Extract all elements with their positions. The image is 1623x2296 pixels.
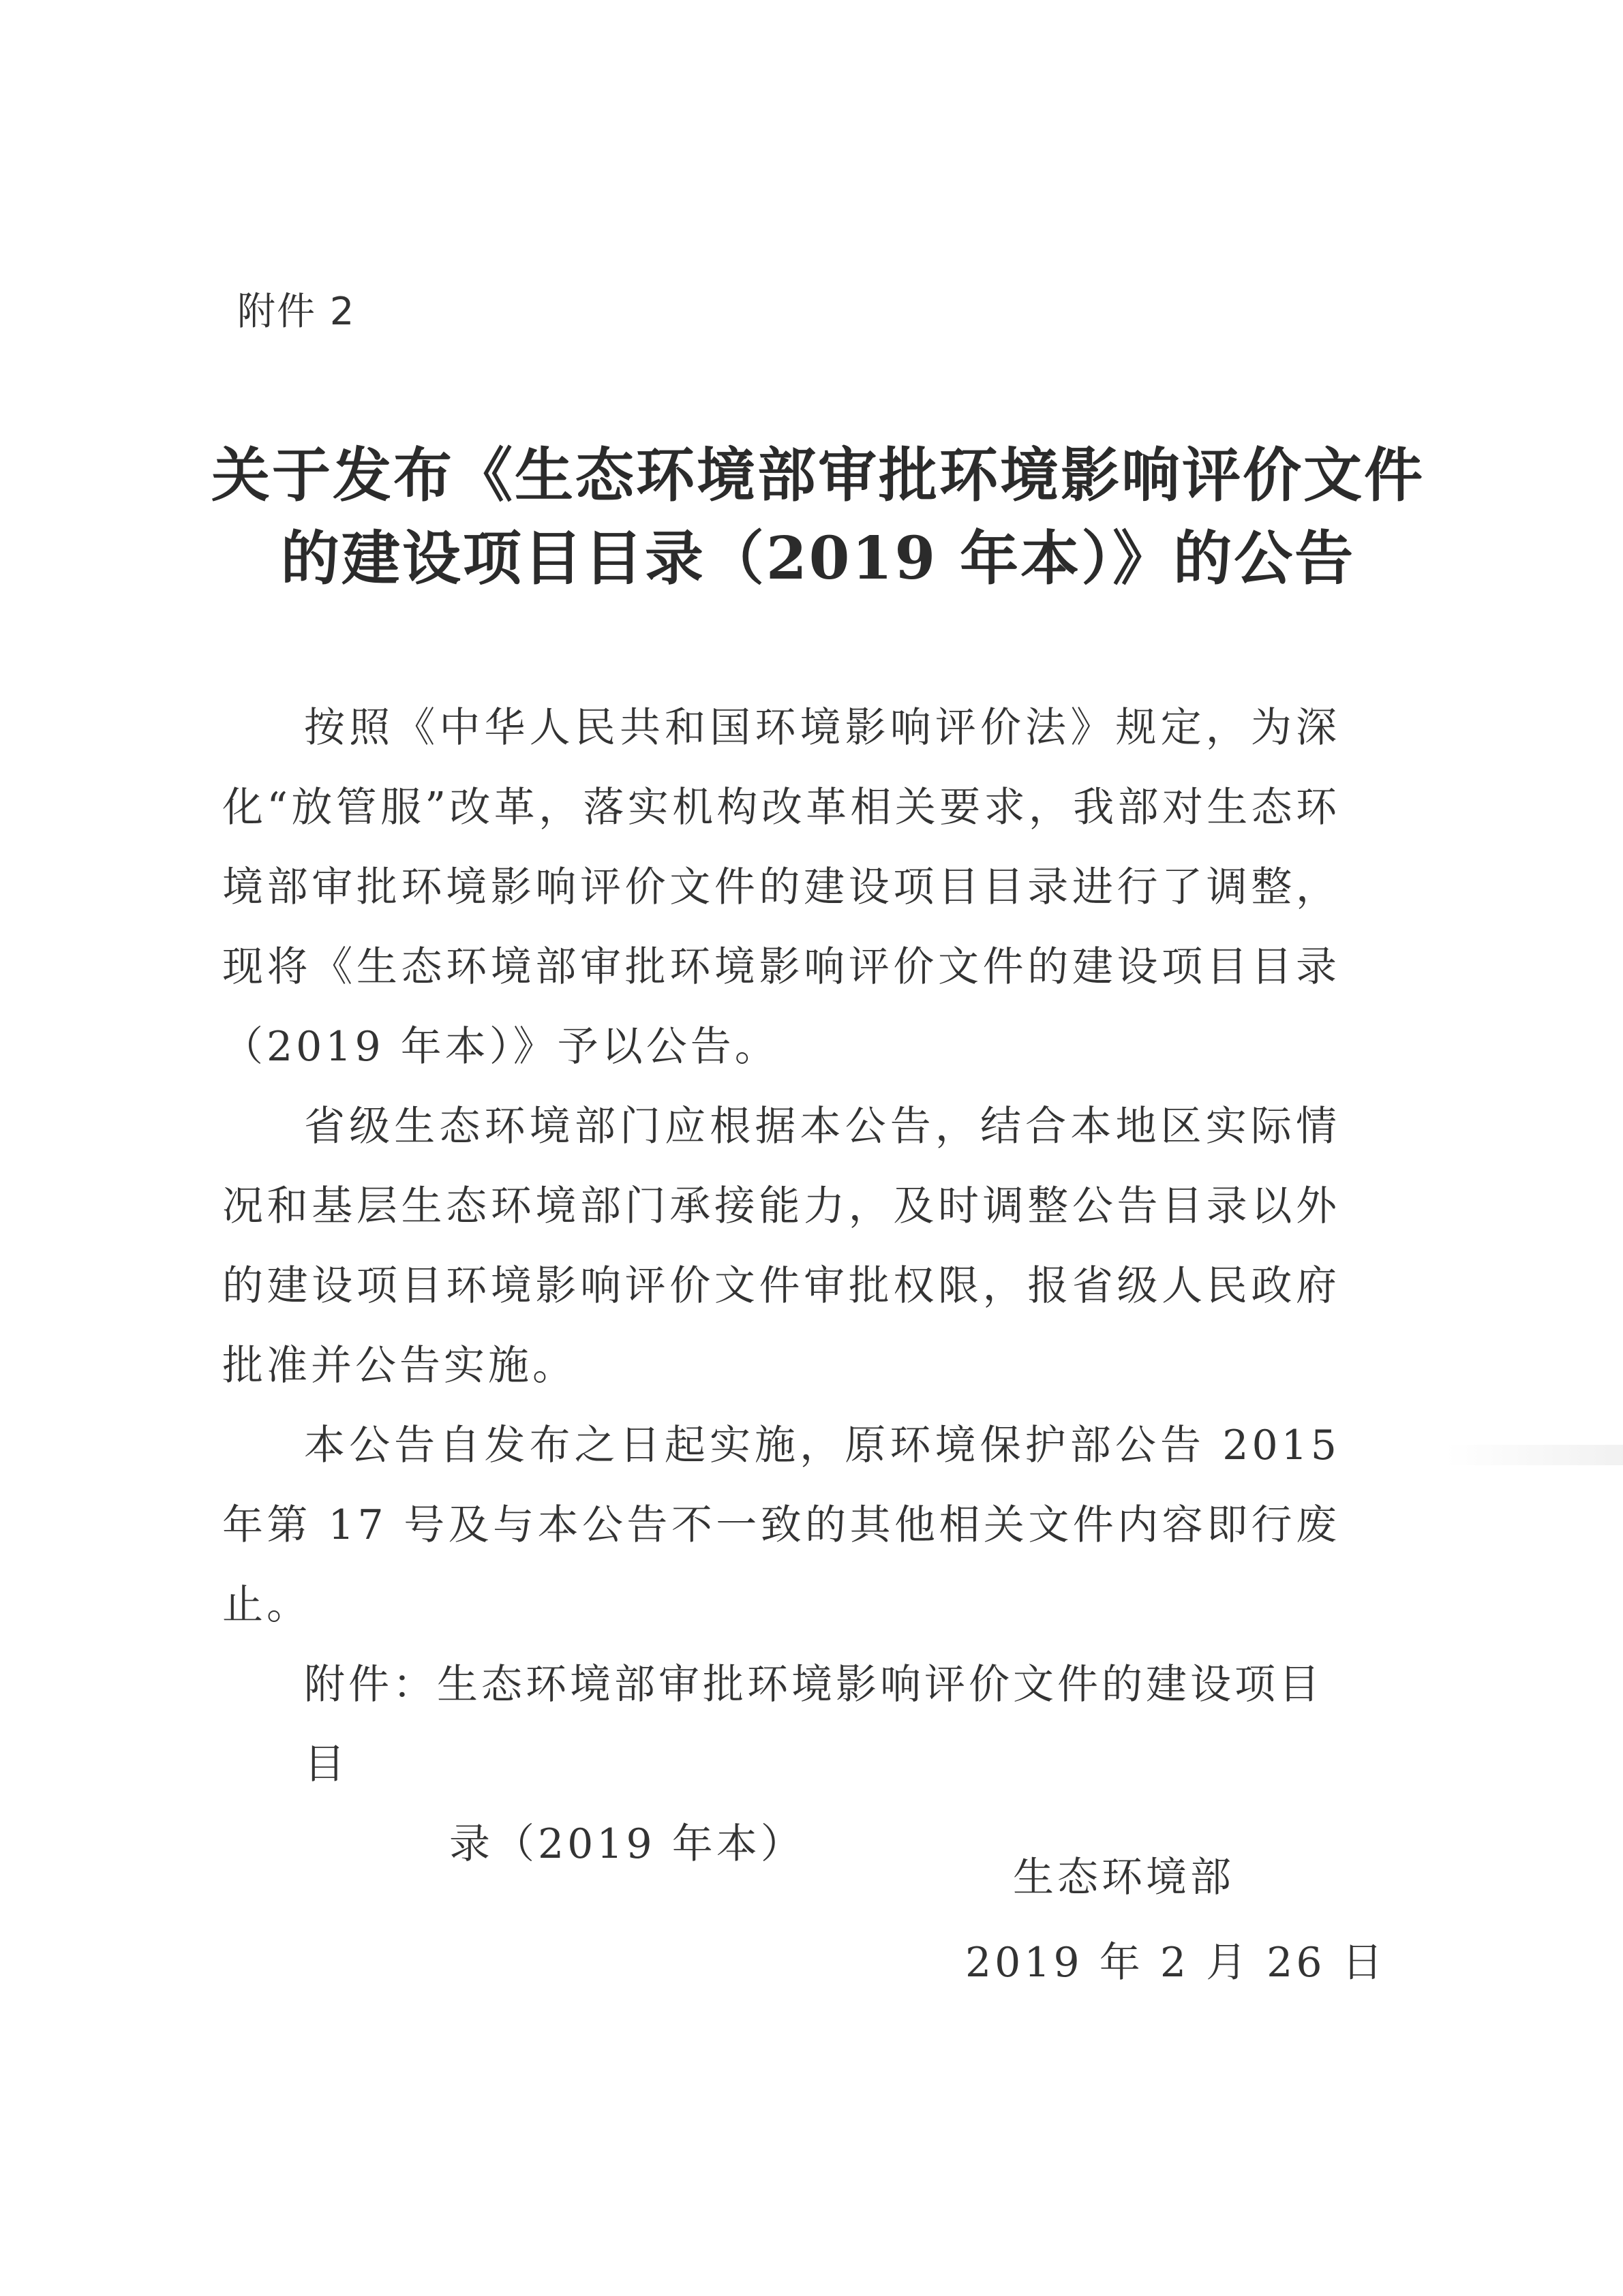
document-body <box>222 688 1340 1884</box>
attachment-reference-line-2: 录（2019 年本） <box>449 1820 805 1868</box>
signer: 生态环境部 <box>1013 1854 1234 1901</box>
paragraph-3: 本公告自发布之日起实施，原环境保护部公告 2015 年第 17 号及与本公告不一致的其他相关文件内容即行废止。 <box>222 1422 1340 1629</box>
issue-date: 2019 年 2 月 26 日 <box>965 1939 1386 1987</box>
attachment-reference-line-1: 附件：生态环境部审批环境影响评价文件的建设项目目 <box>304 1661 1323 1788</box>
paragraph-1: 按照《中华人民共和国环境影响评价法》规定，为深化“放管服”改革，落实机构改革相关要求，我部对生态环境部审批环境影响评价文件的建设项目目录进行了调整，现将《生态环境部审批环境影响评价文件的建设项目目录（2019 年本）》予以公告。 <box>222 704 1340 1071</box>
attachment-label: 附件 2 <box>237 290 356 334</box>
document-title-line-1: 关于发布《生态环境部审批环境影响评价文件 <box>211 441 1425 510</box>
paragraph-2: 省级生态环境部门应根据本公告，结合本地区实际情况和基层生态环境部门承接能力，及时调整公告目录以外的建设项目环境影响评价文件审批权限，报省级人民政府批准并公告实施。 <box>222 1103 1340 1390</box>
document-title-line-2: 的建设项目目录（2019 年本）》的公告 <box>280 524 1356 593</box>
scan-artifact <box>1446 1445 1623 1465</box>
